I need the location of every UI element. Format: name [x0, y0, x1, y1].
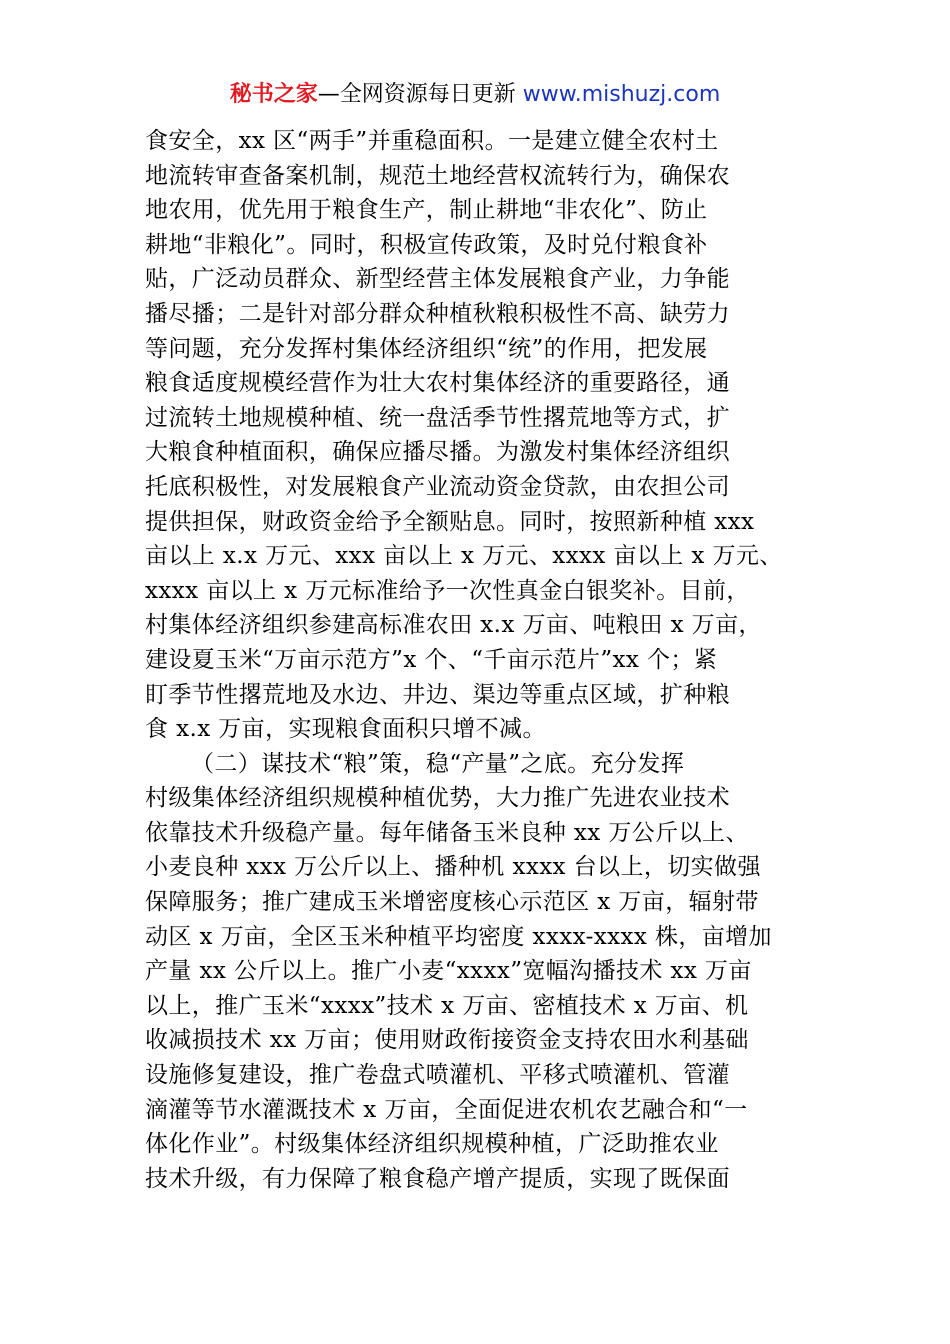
paragraph-line: 大粮食种植面积，确保应播尽播。为激发村集体经济组织 [145, 439, 730, 466]
paragraph-line: 小麦良种 xxx 万公斤以上、播种机 xxxx 台以上，切实做强 [145, 854, 761, 881]
paragraph-line: 以上，推广玉米“xxxx”技术 x 万亩、密植技术 x 万亩、机 [145, 992, 749, 1019]
paragraph-line: 保障服务；推广建成玉米增密度核心示范区 x 万亩，辐射带 [145, 889, 759, 916]
paragraph-line: 食安全，xx 区“两手”并重稳面积。一是建立健全农村土 [145, 128, 719, 154]
paragraph-line: 粮食适度规模经营作为壮大农村集体经济的重要路径，通 [145, 370, 730, 397]
paragraph-line: 盯季节性撂荒地及水边、井边、渠边等重点区域，扩种粮 [145, 681, 730, 708]
paragraph-line: 滴灌等节水灌溉技术 x 万亩，全面促进农机农艺融合和“一 [145, 1096, 748, 1123]
paragraph-line: 体化作业”。村级集体经济组织规模种植，广泛助推农业 [145, 1131, 719, 1158]
site-header [0, 80, 950, 110]
paragraph-line: 建设夏玉米“万亩示范方”x 个、“千亩示范片”xx 个；紧 [145, 646, 718, 673]
paragraph-line: 村级集体经济组织规模种植优势，大力推广先进农业技术 [145, 785, 730, 812]
document-body [145, 124, 810, 1196]
paragraph-line: 技术升级，有力保障了粮食稳产增产提质，实现了既保面 [145, 1165, 730, 1192]
paragraph-line: 贴，广泛动员群众、新型经营主体发展粮食产业，力争能 [145, 266, 730, 293]
paragraph-line: xxxx 亩以上 x 万元标准给予一次性真金白银奖补。目前， [145, 577, 750, 604]
paragraph-line: 产量 xx 公斤以上。推广小麦“xxxx”宽幅沟播技术 xx 万亩 [145, 958, 752, 985]
site-tagline: —全网资源每日更新 [317, 82, 523, 107]
paragraph-line: 地流转审查备案机制，规范土地经营权流转行为，确保农 [145, 162, 730, 189]
site-brand: 秘书之家 [229, 82, 318, 107]
paragraph-line: 等问题，充分发挥村集体经济组织“统”的作用，把发展 [145, 335, 708, 362]
paragraph-line: 收减损技术 xx 万亩；使用财政衔接资金支持农田水利基础 [145, 1027, 749, 1054]
paragraph-line: 食 x.x 万亩，实现粮食面积只增不减。 [145, 716, 546, 743]
paragraph-line: 过流转土地规模种植、统一盘活季节性撂荒地等方式，扩 [145, 404, 730, 431]
site-url-link[interactable]: www.mishuzj.com [522, 82, 721, 107]
paragraph-line: 地农用，优先用于粮食生产，制止耕地“非农化”、防止 [145, 197, 708, 224]
paragraph-line: 依靠技术升级稳产量。每年储备玉米良种 xx 万公斤以上、 [145, 819, 749, 846]
paragraph-line: 耕地“非粮化”。同时，积极宣传政策，及时兑付粮食补 [145, 231, 708, 258]
paragraph-line: 动区 x 万亩，全区玉米种植平均密度 xxxx-xxxx 株，亩增加 [145, 923, 772, 950]
section-heading-line: （二）谋技术“粮”策，稳“产量”之底。充分发挥 [191, 750, 685, 777]
paragraph-line: 提供担保，财政资金给予全额贴息。同时，按照新种植 xxx [145, 508, 755, 535]
paragraph-line: 设施修复建设，推广卷盘式喷灌机、平移式喷灌机、管灌 [145, 1062, 730, 1089]
paragraph-line: 播尽播；二是针对部分群众种植秋粮积极性不高、缺劳力 [145, 300, 730, 327]
paragraph-line: 亩以上 x.x 万元、xxx 亩以上 x 万元、xxxx 亩以上 x 万元、 [145, 543, 783, 570]
paragraph-line: 村集体经济组织参建高标准农田 x.x 万亩、吨粮田 x 万亩， [145, 612, 762, 639]
paragraph-line: 托底积极性，对发展粮食产业流动资金贷款，由农担公司 [145, 473, 730, 500]
